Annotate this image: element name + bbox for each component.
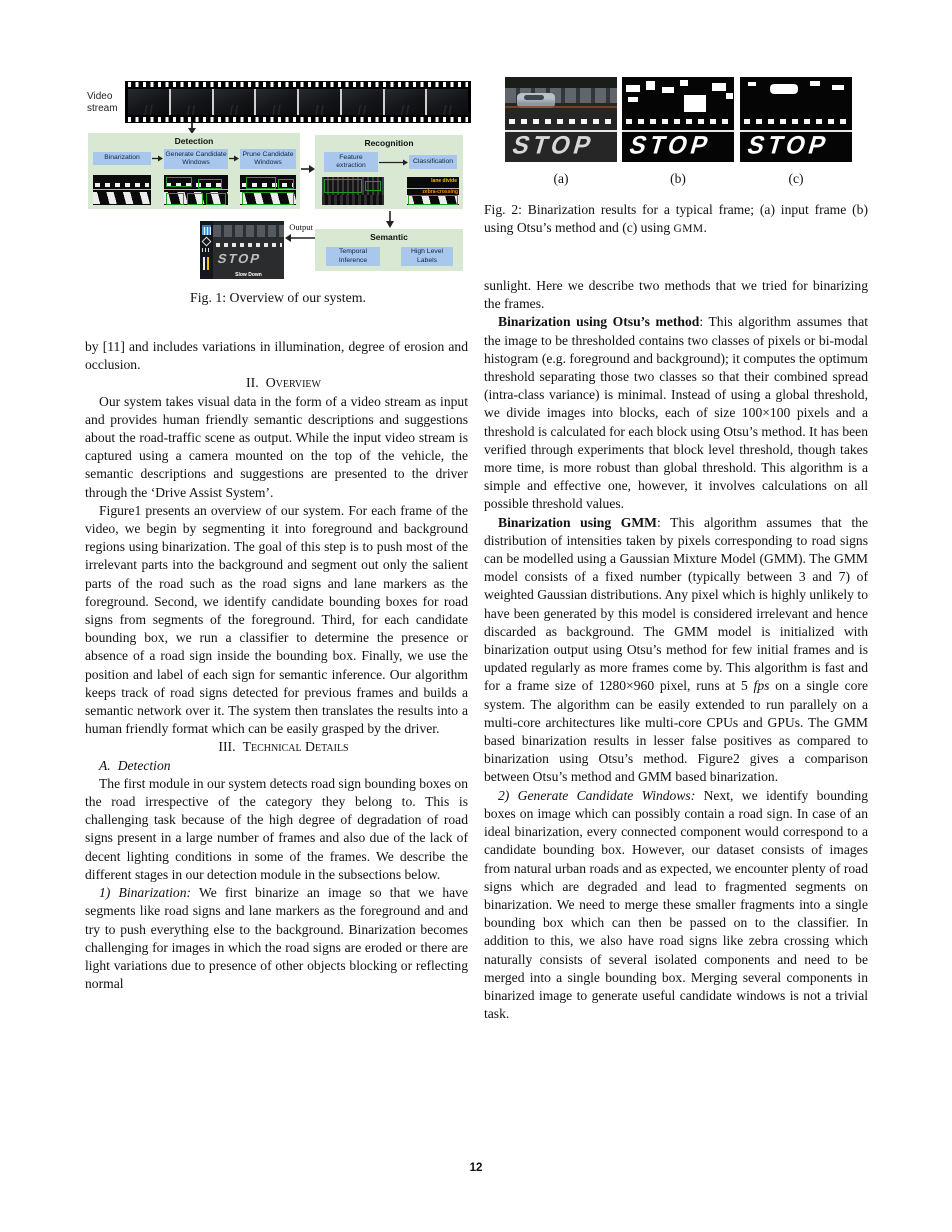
- video-stream-label: Video stream: [87, 91, 118, 114]
- bounding-box: [206, 193, 226, 205]
- bounding-box: [166, 193, 184, 205]
- fps-italic: fps: [753, 678, 770, 694]
- bounding-box: [278, 179, 294, 189]
- fig2-image-gmm: [740, 77, 852, 162]
- road-dashes: [216, 243, 282, 247]
- road-line: [93, 189, 151, 190]
- binarized-blob: [626, 85, 640, 92]
- section-number: II.: [246, 375, 259, 391]
- feature-extraction-box: Feature extraction: [324, 152, 378, 172]
- binarized-blob: [712, 83, 726, 91]
- arrow-detection-to-recognition: [301, 164, 315, 174]
- bounding-box: [187, 193, 203, 205]
- zebra-crossing-label: zebra-crossing: [422, 189, 458, 195]
- fig2-image-input-frame: [505, 77, 617, 162]
- bounding-box: [408, 195, 458, 205]
- high-level-labels-box: High Level Labels: [401, 247, 453, 266]
- left-column: [85, 338, 468, 993]
- slow-down-label: Slow Down: [235, 272, 262, 278]
- paragraph: Figure1 presents an overview of our system. For each frame of the video, we begin by segmenting it into foreground and background regions using binarization. The goal of this step is to push most of the irrelevant parts into the background and segment out only the salient parts of the road such as the road signs and lane markers as the foreground. Second, we identify candidate bounding boxes for road signs from segments of the foreground. Third, for each candidate bounding box, we run a classifier to determine the presence or absence of a road sign inside the bounding box. Finally, we use the position and label of each sign for semantic inference. Our algorithm keeps track of road signs detected for previous frames and builds a semantic network over it. The system then translates the results into a human friendly format which can be easily grasped by the driver.: [85, 502, 468, 737]
- binarized-blob: [684, 95, 706, 112]
- paragraph-lead: Binarization using Otsu’s method: [498, 314, 700, 330]
- binarized-blob: [628, 97, 638, 102]
- binarized-blob: [662, 87, 674, 93]
- prune-candidate-windows-box: Prune Candidate Windows: [240, 149, 296, 169]
- road-dashes: [626, 119, 730, 124]
- paragraph-text: We first binarize an image so that we have segments like road signs and lane markers as the foreground and and try to push everything else to the background. Binarization becomes challenging for images in which the road signs are eroded or there are light variations due to presence of other objects blocking or reflecting normal: [85, 885, 468, 992]
- drive-assist-sidebar: [200, 221, 213, 279]
- film-frame: [171, 89, 212, 115]
- feature-noise: [322, 195, 384, 205]
- lane-bar-yellow-icon: [207, 257, 209, 270]
- section-heading-overview: [85, 374, 468, 392]
- paragraph-text: on a single core system. The algorithm can be easily extended to run parallely on a multi-core architectures like multi-core CPUs and GPUs. The GMM based binarization results in lesser false positives as compared to binarization using Otsu’s method. Figure2 gives a comparison between Otsu’s method and GMM based binarization.: [484, 678, 868, 785]
- paragraph: by [11] and includes variations in illumination, degree of erosion and occlusion.: [85, 339, 468, 373]
- binarized-blob: [748, 82, 756, 86]
- paragraph-lead: 2) Generate Candidate Windows:: [498, 787, 696, 803]
- section-number: III.: [218, 739, 236, 755]
- section-title: Technical Details: [242, 739, 349, 755]
- classification-image: [407, 177, 459, 205]
- stop-road-marking: STOP: [626, 131, 716, 160]
- film-frame: [214, 89, 255, 115]
- figure-1-system-overview: [85, 75, 471, 307]
- paragraph-text: : This algorithm assumes that the image to be thresholded contains two classes of pixels or bi-modal histogram (e.g. foreground and background); it computes the optimum threshold separating those two classes so that their combined spread (intra-class variance) is minimal. Instead of using a global threshold, we divide images into blocks, each of size 100×100 pixels and a threshold is calculated for each block using Otsu’s method. It has been verified through experiments that block level threshold, though takes more time, is more robust than global threshold. This algorithm is a simple and effective one, however, it involves calculations on all possible threshold values.: [484, 314, 869, 512]
- section-heading-technical-details: [85, 738, 468, 756]
- paragraph-lead: Binarization using GMM: [498, 514, 657, 530]
- stop-road-marking: STOP: [509, 131, 599, 160]
- binarized-blob: [680, 80, 688, 86]
- paragraph-text: Next, we identify bounding boxes on image which can possibly contain a road sign. In case of an ideal binarization, every connected component would correspond to a candidate bounding box. However, our dataset consists of images from natural urban roads and as expected, we encounter plenty of road signs which are degraded and lead to fragmented segments on binarization. We need to merge these smaller fragments into a single bounding box which can then be passed on to the classifier. In addition to this, we also have road signs like zebra crossing which naturally consists of several isolated components and need to be merged into a single bounding box. Merging several components in binarized image to generate useful candidate windows is not a trivial task.: [484, 787, 868, 1022]
- bounding-box: [246, 177, 276, 189]
- arrow-feature-to-classification: [379, 158, 408, 167]
- detection-block: [88, 133, 300, 209]
- binarization-box: Binarization: [93, 152, 151, 165]
- barrier-line: [505, 106, 617, 108]
- paragraph-gmm: [484, 514, 868, 787]
- binarized-blob: [810, 81, 820, 86]
- paragraph-lead: 1) Binarization:: [99, 885, 192, 901]
- arrow-generate-to-prune: [229, 154, 239, 163]
- parked-cars-strip: [213, 225, 284, 237]
- output-image: [200, 221, 284, 279]
- film-frame: [342, 89, 383, 115]
- lane-divide-label: lane divide: [431, 178, 457, 184]
- arrow-binarization-to-generate: [152, 154, 163, 163]
- bounding-box: [166, 177, 192, 187]
- binarized-blob: [646, 81, 655, 90]
- candidate-windows-image: [164, 175, 228, 205]
- page-number: 12: [469, 1162, 483, 1174]
- paragraph-otsu: [484, 313, 868, 513]
- arrow-semantic-to-output: [285, 233, 315, 243]
- binarized-blob: [770, 84, 798, 94]
- film-frame: [128, 89, 169, 115]
- stop-road-marking: STOP: [216, 251, 264, 266]
- film-frame: [427, 89, 468, 115]
- paragraph: Our system takes visual data in the form of a video stream as input and provides human friendly semantic descriptions and suggestions about the road-traffic scene as output. While the input video stream is captured using a camera mounted on the top of the vehicle, the semantic descriptions and suggestions are presented to the driver through the ‘Drive Assist System’.: [85, 393, 468, 500]
- feature-extraction-image: [322, 177, 384, 205]
- recognition-block: [315, 135, 463, 209]
- binarized-blob: [726, 93, 733, 99]
- pruned-windows-image: [240, 175, 296, 205]
- film-frame: [385, 89, 426, 115]
- subsection-number: A.: [99, 757, 111, 773]
- section-title: Overview: [265, 375, 321, 391]
- film-frame: [299, 89, 340, 115]
- bounding-box: [242, 192, 294, 205]
- generate-candidate-windows-box: Generate Candidate Windows: [164, 149, 228, 169]
- paragraph: sunlight. Here we describe two methods that we tried for binarizing the frames.: [484, 278, 868, 312]
- lane-bar-icon: [203, 257, 205, 270]
- paragraph-binarization: [85, 884, 468, 993]
- road-line: [164, 189, 228, 190]
- fig2-caption-acronym: GMM: [673, 223, 704, 236]
- subsection-title: Detection: [117, 757, 171, 773]
- stop-road-marking: STOP: [744, 131, 834, 160]
- figure-1-caption: Fig. 1: Overview of our system.: [190, 290, 366, 305]
- temporal-inference-box: Temporal Inference: [326, 247, 380, 266]
- figure-2-binarization: [484, 75, 868, 249]
- filmstrip: [125, 81, 471, 123]
- paragraph-text: : This algorithm assumes that the distribution of intensities taken by pixels corresponding to road signs can be modelled using a Gaussian Mixture Model (GMM). The GMM model consists of a fixed number (typically between 3 and 7) of weighted Gaussian distributions. Any pixel which is highly unlikely to have been generated by this model is considered irrelevant and hence discarded as background. The GMM model is initialized with binarization output using Otsu’s method for few initial frames and is updated regularly as more frames come by. This algorithm is fast and for a frame size of 1280×960 pixel, runs at 5: [484, 514, 868, 694]
- fig2-image-otsu: [622, 77, 734, 162]
- semantic-block: [315, 229, 463, 271]
- semantic-title: Semantic: [370, 232, 408, 242]
- zebra-stripes: [93, 192, 151, 204]
- paragraph-generate-candidate-windows: [484, 787, 868, 1024]
- bounding-box: [365, 181, 381, 191]
- bounding-box: [198, 179, 222, 189]
- figure-2-caption: [484, 201, 868, 238]
- fig2-sublabel-b: (b): [670, 171, 686, 186]
- right-column: [484, 277, 868, 1023]
- trees-strip: [505, 77, 617, 88]
- diamond-icon: [202, 237, 212, 247]
- subsection-heading-detection: [85, 757, 468, 775]
- film-frame: [256, 89, 297, 115]
- arrow-recognition-to-semantic: [384, 211, 396, 228]
- road-dashes: [95, 183, 149, 187]
- filmstrip-frames: [128, 89, 468, 115]
- fig2-sublabel-c: (c): [788, 171, 804, 186]
- fig2-caption-text: Fig. 2: Binarization results for a typical frame; (a) input frame (b) using Otsu’s method and (c) using: [484, 202, 868, 236]
- fig2-sublabel-a: (a): [553, 171, 569, 186]
- paragraph: The first module in our system detects road sign bounding boxes on the road irrespective of the category they belong to. This is challenging task because of the high degree of degradation of road signs present in a large number of frames and also due of the lack of decent lighting conditions in some of the frames. We describe the different stages in our detection module in the subsections below.: [85, 775, 468, 882]
- recognition-title: Recognition: [364, 138, 414, 148]
- road-line: [240, 189, 296, 190]
- detection-title: Detection: [174, 136, 214, 146]
- fig2-caption-period: .: [703, 220, 707, 236]
- bounding-box: [324, 179, 362, 193]
- output-arrow-label: Output: [289, 222, 313, 232]
- road-dashes: [509, 119, 613, 124]
- classification-box: Classification: [409, 155, 457, 169]
- binarized-blob: [832, 85, 844, 90]
- binarization-result-image: [93, 175, 151, 205]
- road-dashes: [744, 119, 848, 124]
- crosswalk-icon: [202, 225, 211, 235]
- tick-marks-icon: [202, 248, 211, 252]
